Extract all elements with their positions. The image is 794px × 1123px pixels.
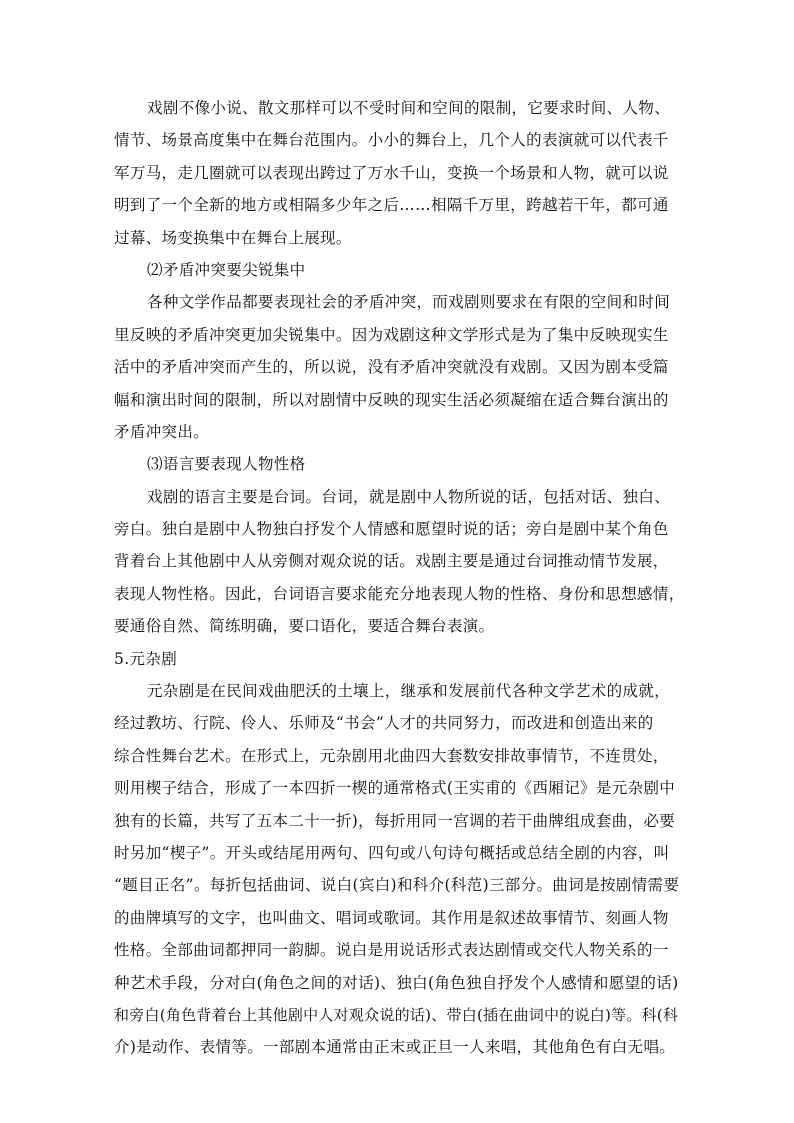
body-text-line: 性格。全部曲词都押同一韵脚。说白是用说话形式表达剧情或交代人物关系的一 [114, 941, 669, 960]
section-subheading: ⑵矛盾冲突要尖锐集中 [147, 260, 306, 279]
document-body [114, 92, 686, 1064]
body-text-line: 介)是动作、表情等。一部剧本通常由正末或正旦一人来唱，其他角色有白无唱。 [114, 1038, 676, 1057]
body-text-line: 则用楔子结合，形成了一本四折一楔的通常格式(王实甫的《西厢记》是元杂剧中 [114, 779, 676, 798]
body-text-line: 活中的矛盾冲突而产生的，所以说，没有矛盾冲突就没有戏剧。又因为剧本受篇 [114, 358, 669, 377]
body-text-line: 军万马，走几圈就可以表现出跨过了万水千山，变换一个场景和人物，就可以说 [114, 163, 669, 182]
body-text-line: 过幕、场变换集中在舞台上展现。 [114, 228, 352, 247]
body-text-line: 里反映的矛盾冲突更加尖锐集中。因为戏剧这种文学形式是为了集中反映现实生 [114, 325, 669, 344]
body-text-line: 的曲牌填写的文字，也叫曲文、唱词或歌词。其作用是叙述故事情节、刻画人物 [114, 908, 669, 927]
body-text-line: 时另加“楔子”。开头或结尾用两句、四句或八句诗句概括或总结全剧的内容，叫 [114, 843, 670, 862]
body-text-line: “题目正名”。每折包括曲词、说白(宾白)和科介(科范)三部分。曲词是按剧情需要 [114, 876, 680, 895]
body-text-line: 独有的长篇，共写了五本二十一折)，每折用同一宫调的若干曲牌组成套曲，必要 [114, 811, 676, 830]
paragraph-first-line: 各种文学作品都要表现社会的矛盾冲突，而戏剧则要求在有限的空间和时间 [147, 293, 671, 312]
body-text-line: 背着台上其他剧中人从旁侧对观众说的话。戏剧主要是通过台词推动情节发展， [114, 552, 669, 571]
body-text-line: 和旁白(角色背着台上其他剧中人对观众说的话)、带白(插在曲词中的说白)等。科(科 [114, 1005, 679, 1024]
paragraph-first-line: 戏剧的语言主要是台词。台词，就是剧中人物所说的话，包括对话、独白、 [147, 487, 671, 506]
body-text-line: 要通俗自然、简练明确，要口语化，要适合舞台表演。 [114, 617, 495, 636]
body-text-line: 矛盾冲突出。 [114, 422, 210, 441]
paragraph-first-line: 元杂剧是在民间戏曲肥沃的土壤上，继承和发展前代各种文学艺术的成就， [147, 682, 671, 701]
body-text-line: 明到了一个全新的地方或相隔多少年之后……相隔千万里，跨越若干年，都可通 [114, 196, 669, 215]
body-text-line: 综合性舞台艺术。在形式上，元杂剧用北曲四大套数安排故事情节，不连贯处， [114, 746, 669, 765]
body-text-line: 情节、场景高度集中在舞台范围内。小小的舞台上，几个人的表演就可以代表千 [114, 131, 669, 150]
body-text-line: 经过教坊、行院、伶人、乐师及“书会”人才的共同努力，而改进和创造出来的 [114, 714, 654, 733]
body-text-line: 表现人物性格。因此，台词语言要求能充分地表现人物的性格、身份和思想感情， [114, 584, 685, 603]
body-text-line: 幅和演出时间的限制，所以对剧情中反映的现实生活必须凝缩在适合舞台演出的 [114, 390, 669, 409]
paragraph-first-line: 戏剧不像小说、散文那样可以不受时间和空间的限制，它要求时间、人物、 [147, 99, 671, 117]
section-heading: 5.元杂剧 [114, 649, 178, 668]
body-text-line: 种艺术手段，分对白(角色之间的对话)、独白(角色独自抒发个人感情和愿望的话) [114, 973, 679, 992]
body-text-line: 旁白。独白是剧中人物独白抒发个人情感和愿望时说的话；旁白是剧中某个角色 [114, 520, 669, 539]
section-subheading: ⑶语言要表现人物性格 [147, 455, 306, 474]
